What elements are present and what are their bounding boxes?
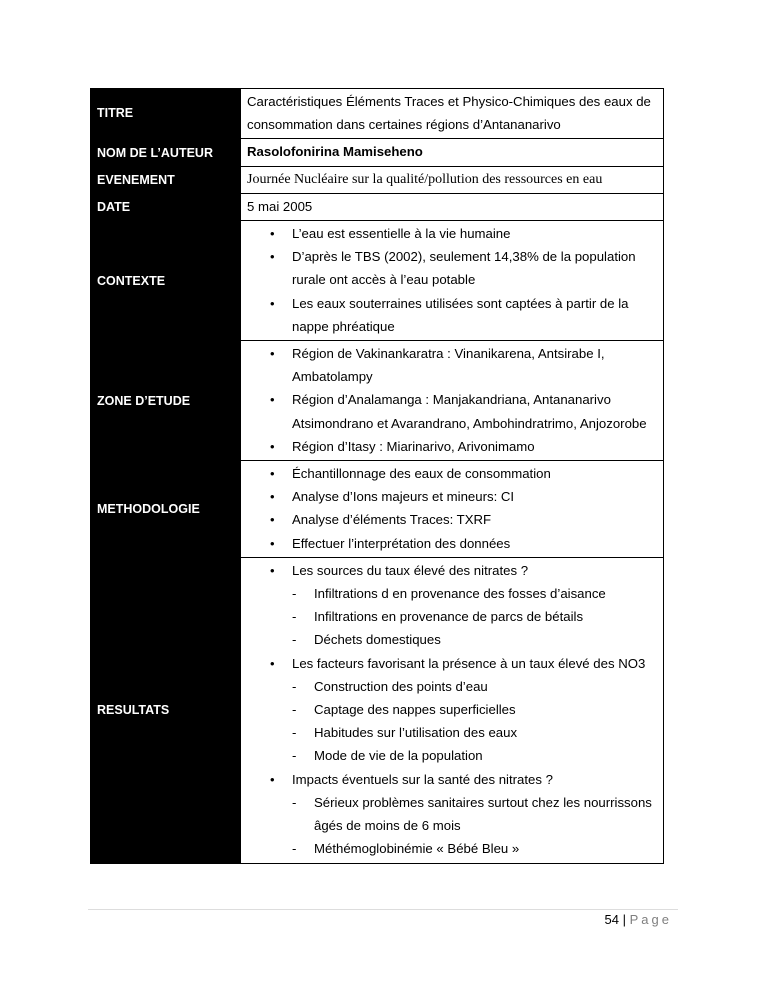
- zone-label: ZONE D’ETUDE: [90, 341, 240, 460]
- list-item: • Les eaux souterraines utilisées sont captées à partir de la nappe phréatique: [247, 292, 657, 338]
- list-item: • Région d’Analamanga : Manjakandriana, Antananarivo Atsimondrano et Avarandrano, Ambohindratrimo, Anjozorobe: [247, 388, 657, 434]
- titre-label: TITRE: [90, 88, 240, 138]
- zone-value: [240, 341, 664, 460]
- titre-value: Caractéristiques Éléments Traces et Physico-Chimiques des eaux de consommation dans certaines régions d’Antananarivo: [240, 88, 664, 138]
- auteur-value: Rasolofonirina Mamiseheno: [240, 139, 664, 165]
- contexte-label: CONTEXTE: [90, 221, 240, 340]
- list-item: • Effectuer l’interprétation des données: [247, 532, 657, 555]
- footer-divider: [88, 909, 678, 910]
- row-methodologie: [90, 461, 664, 558]
- row-auteur: [90, 139, 664, 166]
- footer-separator: |: [622, 912, 626, 927]
- row-titre: [90, 88, 664, 139]
- resultats-value: [240, 558, 664, 863]
- resultats-label: RESULTATS: [90, 558, 240, 863]
- methodologie-label: METHODOLOGIE: [90, 461, 240, 557]
- date-value: 5 mai 2005: [240, 194, 664, 220]
- list-item: • Analyse d’éléments Traces: TXRF: [247, 508, 657, 531]
- evenement-label: EVENEMENT: [90, 167, 240, 193]
- list-item: • Les facteurs favorisant la présence à un taux élevé des NO3: [247, 652, 657, 675]
- page-number: 54: [604, 912, 619, 927]
- row-resultats: [90, 558, 664, 864]
- sub-list-item: - Infiltrations en provenance de parcs de bétails: [247, 605, 657, 628]
- row-evenement: [90, 167, 664, 194]
- auteur-label: NOM DE L’AUTEUR: [90, 139, 240, 165]
- row-date: [90, 194, 664, 221]
- evenement-value: Journée Nucléaire sur la qualité/pollution des ressources en eau: [240, 167, 664, 193]
- sub-list-item: - Méthémoglobinémie « Bébé Bleu »: [247, 837, 657, 860]
- row-zone: [90, 341, 664, 461]
- sub-list-item: - Captage des nappes superficielles: [247, 698, 657, 721]
- sub-list-item: - Infiltrations d en provenance des fosses d’aisance: [247, 582, 657, 605]
- list-item: • D’après le TBS (2002), seulement 14,38% de la population rurale ont accès à l’eau potable: [247, 245, 657, 291]
- sub-list-item: - Habitudes sur l’utilisation des eaux: [247, 721, 657, 744]
- date-label: DATE: [90, 194, 240, 220]
- contexte-value: [240, 221, 664, 340]
- list-item: • L’eau est essentielle à la vie humaine: [247, 222, 657, 245]
- list-item: • Analyse d’Ions majeurs et mineurs: CI: [247, 485, 657, 508]
- list-item: • Les sources du taux élevé des nitrates ?: [247, 559, 657, 582]
- methodologie-value: [240, 461, 664, 557]
- page-word: Page: [629, 912, 672, 927]
- page-footer: [605, 912, 672, 927]
- list-item: • Région d’Itasy : Miarinarivo, Arivonimamo: [247, 435, 657, 458]
- sub-list-item: - Construction des points d’eau: [247, 675, 657, 698]
- sub-list-item: - Déchets domestiques: [247, 628, 657, 651]
- list-item: • Région de Vakinankaratra : Vinanikarena, Antsirabe I, Ambatolampy: [247, 342, 657, 388]
- sub-list-item: - Sérieux problèmes sanitaires surtout chez les nourrissons âgés de moins de 6 mois: [247, 791, 657, 837]
- row-contexte: [90, 221, 664, 341]
- info-table: [90, 88, 664, 864]
- list-item: • Impacts éventuels sur la santé des nitrates ?: [247, 768, 657, 791]
- list-item: • Échantillonnage des eaux de consommation: [247, 462, 657, 485]
- sub-list-item: - Mode de vie de la population: [247, 744, 657, 767]
